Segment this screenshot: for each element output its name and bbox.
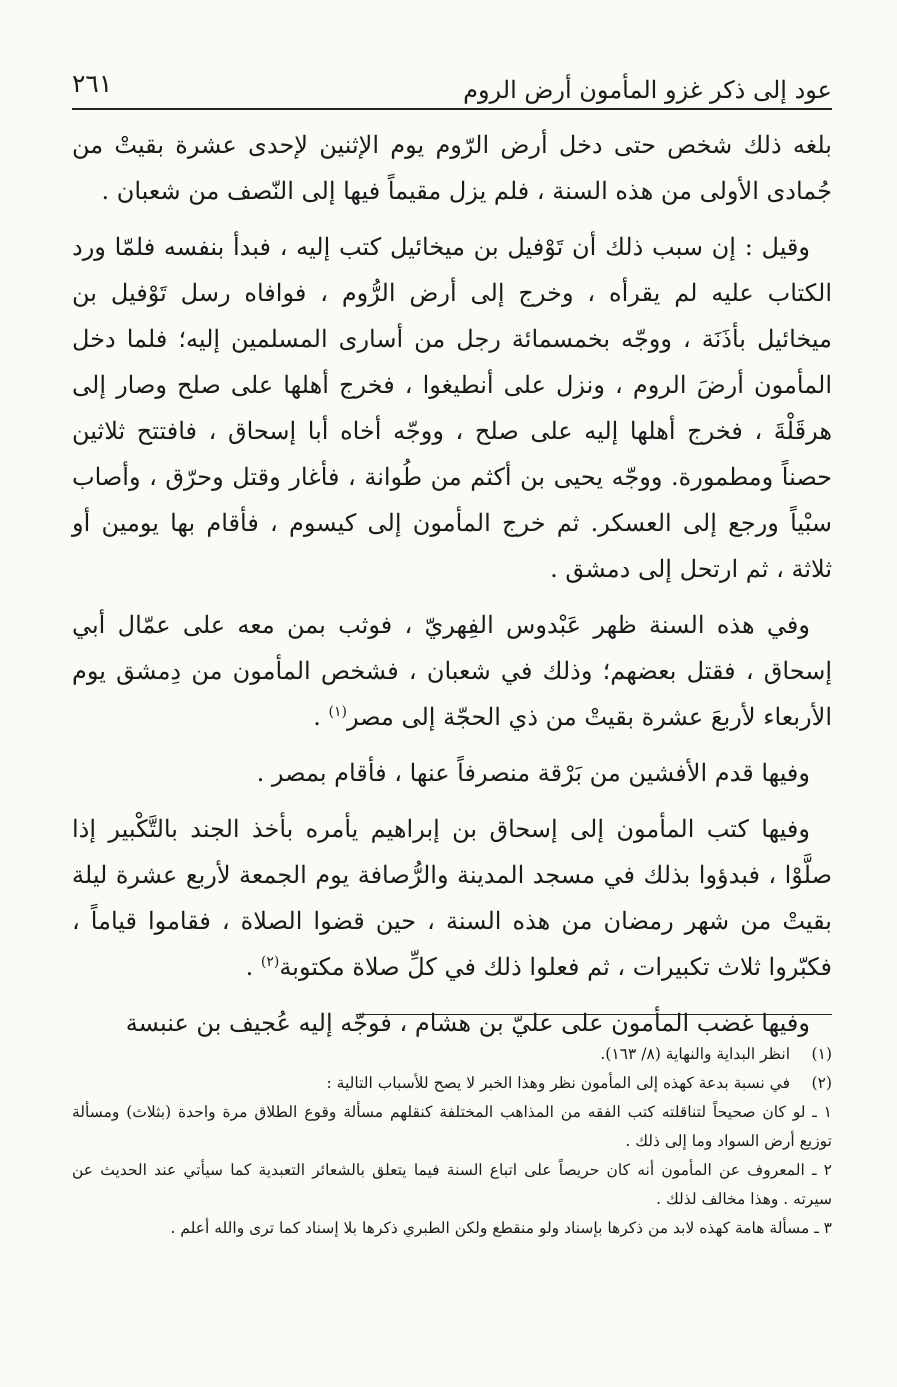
running-title: عود إلى ذكر غزو المأمون أرض الروم: [463, 76, 832, 104]
footnote-number: (١): [811, 1045, 832, 1063]
footnote-ref[interactable]: (١): [328, 704, 347, 720]
footnote-line: في نسبة بدعة كهذه إلى المأمون نظر وهذا الخبر لا يصح للأسباب التالية :: [326, 1074, 790, 1092]
footnote-line: ١ ـ لو كان صحيحاً لتناقلته كتب الفقه من المذاهب المختلفة كنقلهم مسألة وقوع الطلاق مرة واحدة (بثلاث) ومسألة توزيع أرض السواد وما إلى ذلك .: [72, 1103, 832, 1150]
footnote-number: (٢): [811, 1074, 832, 1092]
paragraph: وفيها غضب المأمون على عليّ بن هشام ، فوجّه إليه عُجيف بن عنبسة: [125, 1009, 810, 1037]
page-number: ٢٦١: [72, 69, 113, 98]
main-text: [72, 122, 832, 1056]
footnote-divider: [356, 1014, 832, 1015]
footnote-line: انظر البداية والنهاية (٨/ ١٦٣).: [600, 1045, 790, 1063]
footnote-list: [72, 1098, 832, 1243]
paragraph: وفيها قدم الأفشين من بَرْقة منصرفاً عنها ، فأقام بمصر .: [256, 759, 810, 787]
page-header: [72, 50, 832, 110]
paragraph: بلغه ذلك شخص حتى دخل أرض الرّوم يوم الإثنين لإحدى عشرة بقيتْ من جُمادى الأولى من هذه السنة ، فلم يزل مقيماً فيها إلى النّصف من شعبان .: [72, 131, 832, 205]
footnote-line: ٣ ـ مسألة هامة كهذه لابد من ذكرها بإسناد ولو منقطع ولكن الطبري ذكرها بلا إسناد كما ترى والله أعلم .: [170, 1219, 832, 1237]
footnote-ref[interactable]: (٢): [260, 954, 280, 970]
footnotes: [72, 1040, 832, 1243]
footnote-line: ٢ ـ المعروف عن المأمون أنه كان حريصاً على اتباع السنة فيما يتعلق بالشعائر التعبدية كما سيأتي عند الحديث عن سيرته . وهذا مخالف لذلك .: [72, 1161, 832, 1208]
paragraph: وفيها كتب المأمون إلى إسحاق بن إبراهيم يأمره بأخذ الجند بالتَّكْبير إذا صلَّوْا ، فبدؤوا بذلك في مسجد المدينة والرُّصافة يوم الجمعة لأربع عشرة ليلة بقيتْ من شهر رمضان من هذه السنة ، حين قضوا الصلاة ، فقاموا قياماً ، فكبّروا ثلاث تكبيرات ، ثم فعلوا ذلك في كلِّ صلاة مكتوبة$^{(٢)}$ .: [72, 815, 832, 981]
footnote: [72, 1069, 832, 1098]
paragraph: وقيل : إن سبب ذلك أن تَوْفيل بن ميخائيل كتب إليه ، فبدأ بنفسه فلمّا ورد الكتاب عليه لم يقرأه ، وخرج إلى أرض الرُّوم ، فوافاه رسل تَوْفيل بن ميخائيل بأذَنَة ، ووجّه بخمسمائة رجل من أسارى المسلمين إليه؛ فلما دخل المأمون أرضَ الروم ، ونزل على أنطيغوا ، فخرج أهلها على صلح وصار إلى هرقَلْةَ ، فخرج أهلها إليه على صلح ، ووجّه أخاه أبا إسحاق ، فافتتح ثلاثين حصناً ومطمورة. ووجّه يحيى بن أكثم من طُوانة ، فأغار وقتل وحرّق ، وأصاب سبْياً ورجع إلى العسكر. ثم خرج المأمون إلى كيسوم ، فأقام بها يومين أو ثلاثة ، ثم ارتحل إلى دمشق .: [72, 233, 833, 583]
paragraph: وفي هذه السنة ظهر عَبْدوس الفِهريّ ، فوثب بمن معه على عمّال أبي إسحاق ، فقتل بعضهم؛ وذلك في شعبان ، فشخص المأمون من دِمشق يوم الأربعاء لأربعَ عشرة بقيتْ من ذي الحجّة إلى مصر$^{(١)}$ .: [72, 611, 832, 731]
footnote: [72, 1040, 832, 1069]
